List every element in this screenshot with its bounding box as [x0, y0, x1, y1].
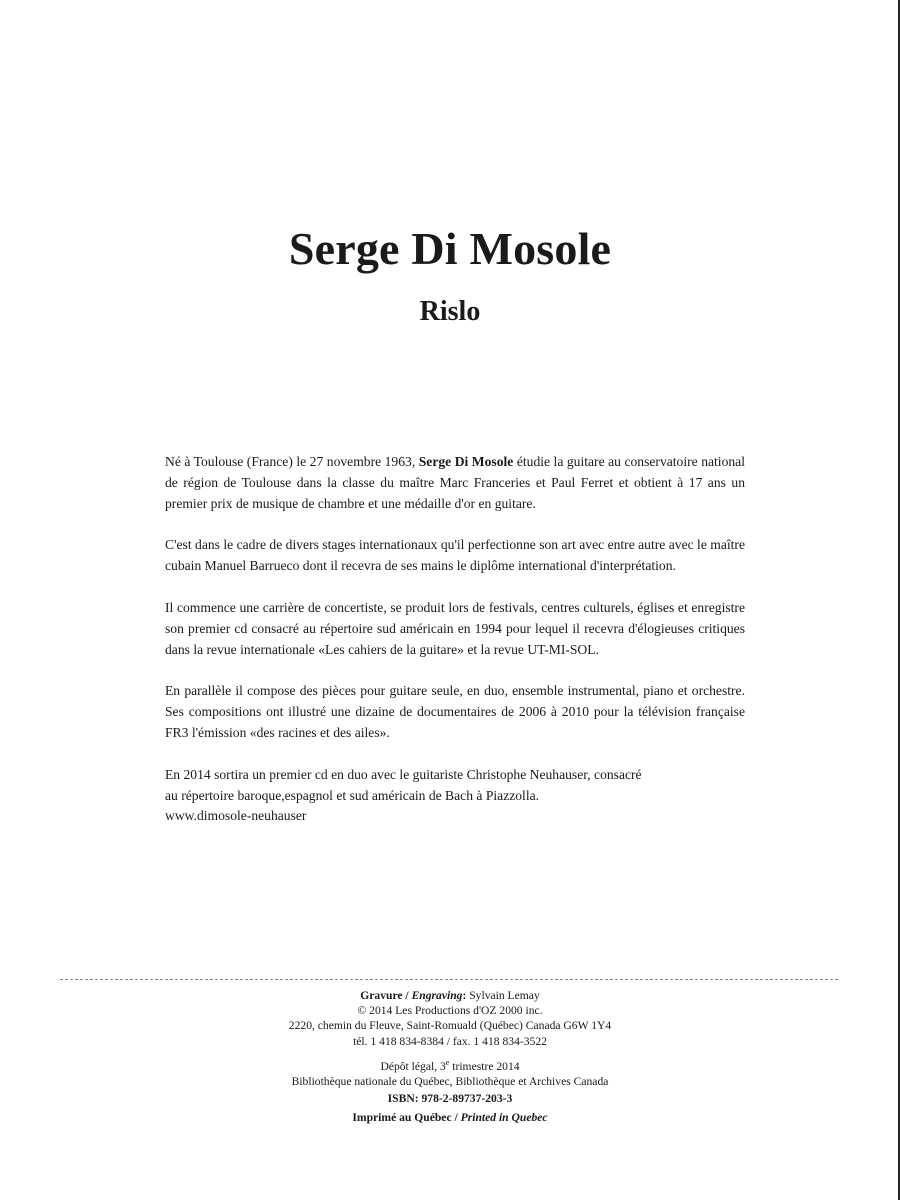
separator-line	[60, 979, 838, 980]
bio-paragraph-3: Il commence une carrière de concertiste, se produit lors de festivals, centres culturels, églises et enregistre son premier cd consacré au répertoire sud américain en 1994 pour lequel il recevra d'élogieuses critiques dans la revue internationale «Les cahiers de la guitare» et la revue UT-MI-SOL.	[165, 599, 745, 657]
biography	[165, 452, 745, 848]
bio-p5-line-1: En 2014 sortira un premier cd en duo avec le guitariste Christophe Neuhauser, consacré	[165, 766, 642, 782]
bio-p1-intro: Né à Toulouse (France) le 27 novembre 1963,	[165, 454, 419, 469]
engraving-credit	[0, 988, 900, 1003]
isbn	[0, 1091, 900, 1106]
bio-p5-line-2: au répertoire baroque,espagnol et sud américain de Bach à Piazzolla.	[165, 787, 540, 803]
isbn-text: ISBN: 978-2-89737-203-3	[387, 1092, 513, 1106]
publisher-address: 2220, chemin du Fleuve, Saint-Romuald (Québec) Canada G6W 1Y4	[288, 1019, 612, 1033]
engraver-name: Sylvain Lemay	[469, 989, 540, 1002]
composer-name: Serge Di Mosole	[288, 223, 612, 274]
bio-paragraph-4: En parallèle il compose des pièces pour guitare seule, en duo, ensemble instrumental, piano et orchestre. Ses compositions ont illustré une dizaine de documentaires de 2006 à 2010 pour la télévision française FR3 l'émission «des racines et des ailes».	[165, 683, 745, 740]
deposit-quarter: trimestre 2014	[449, 1059, 520, 1073]
bio-p1-rest: étudie la guitare au conservatoire national de région de Toulouse dans la classe du maître Marc Franceries et Paul Ferret et obtient à 17 ans un premier prix de musique de chambre et une médaille d'or en guitare.	[165, 454, 745, 511]
printed-fr: Imprimé au Québec /	[352, 1111, 461, 1125]
legal-deposit	[0, 1055, 900, 1074]
piece-title: Rislo	[419, 296, 481, 327]
deposit-text: Dépôt légal, 3	[380, 1059, 446, 1073]
libraries-line: Bibliothèque nationale du Québec, Bibliothèque et Archives Canada	[291, 1074, 609, 1088]
engraving-label: Gravure /	[360, 989, 412, 1002]
printed-en: Printed in Quebec	[460, 1111, 548, 1125]
engraving-label-en: Engraving	[411, 989, 463, 1002]
copyright-line: © 2014 Les Productions d'OZ 2000 inc.	[357, 1004, 543, 1018]
deposit-superscript: e	[445, 1057, 450, 1067]
printed-in	[0, 1110, 900, 1125]
bio-paragraph-2: C'est dans le cadre de divers stages internationaux qu'il perfectionne son art avec entre autre avec le maître cubain Manuel Barrueco dont il recevra de ses mains le diplôme international d'interprétation.	[165, 537, 745, 574]
publisher-phone: tél. 1 418 834-8384 / fax. 1 418 834-3522	[353, 1034, 547, 1048]
bio-paragraph-1	[165, 452, 745, 514]
colophon	[0, 988, 900, 1125]
bio-paragraph-5	[165, 765, 745, 827]
engraving-separator: :	[462, 989, 470, 1002]
bio-p1-name: Serge Di Mosole	[418, 454, 514, 469]
website-link[interactable]: www.dimosole-neuhauser	[165, 808, 307, 824]
